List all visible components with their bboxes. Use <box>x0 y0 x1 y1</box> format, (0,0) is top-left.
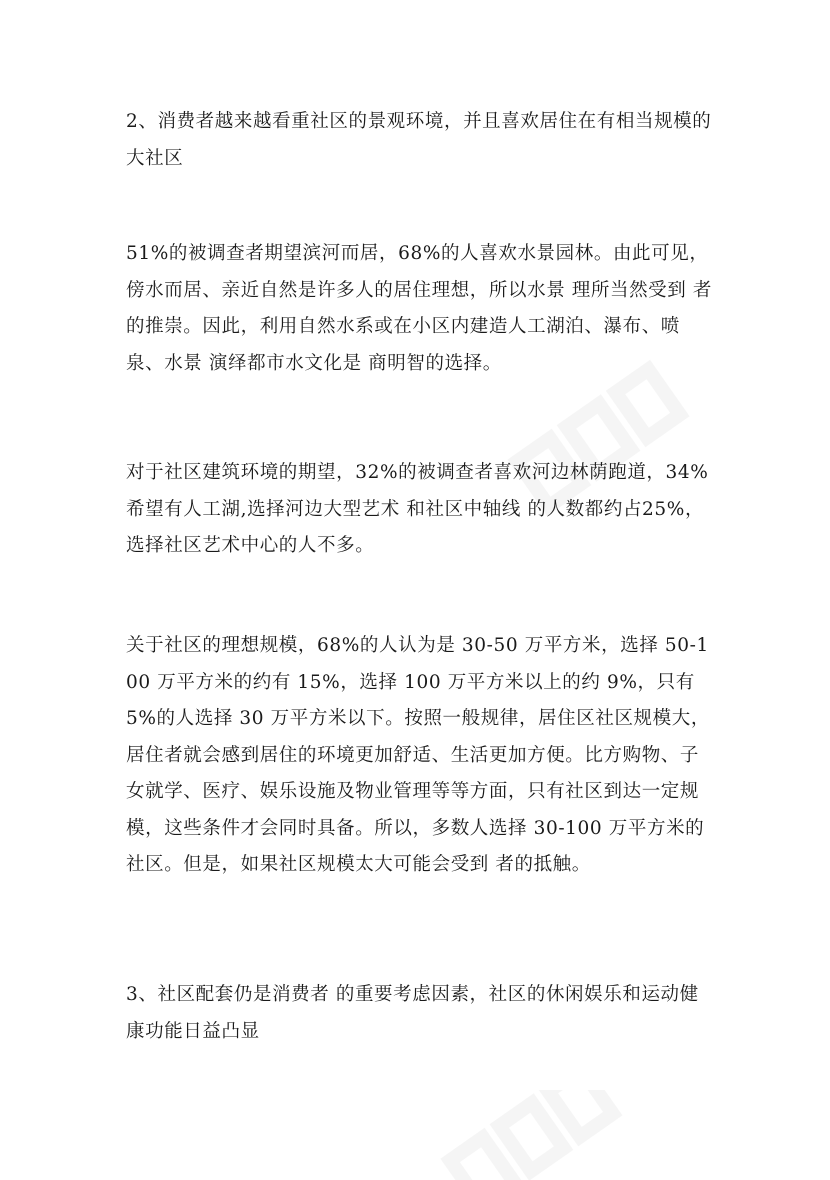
section-heading-landscape: 2、消费者越来越看重社区的景观环境，并且喜欢居住在有相当规模的大社区 <box>126 111 712 169</box>
watermark-logo-icon <box>430 1090 630 1180</box>
section-heading-facilities: 3、社区配套仍是消费者 的重要考虑因素，社区的休闲娱乐和运动健康功能日益凸显 <box>126 984 699 1042</box>
paragraph-waterfront: 51%的被调查者期望滨河而居，68%的人喜欢水景园林。由此可见，傍水而居、亲近自然是许多人的居住理想，所以水景 理所当然受到 者的推崇。因此，利用自然水系或在小区内建造人工湖泊、瀑布、喷泉、水景 演绎都市水文化是 商明智的选择。 <box>126 243 712 374</box>
paragraph-environment-expectation: 对于社区建筑环境的期望，32%的被调查者喜欢河边林荫跑道，34%希望有人工湖,选择河边大型艺术 和社区中轴线 的人数都约占25%，选择社区艺术中心的人不多。 <box>126 462 709 556</box>
paragraph-community-scale: 关于社区的理想规模，68%的人认为是 30-50 万平方米，选择 50-100 万平方米的约有 15%，选择 100 万平方米以上的约 9%，只有 5%的人选择 30 万平方米以下。按照一般规律，居住区社区规模大，居住者就会感到居住的环境更加舒适、生活更加方便。比方购物、子女就学、医疗、娱乐设施及物业管理等等方面，只有社区到达一定规模，这些条件才会同时具备。所以，多数人选择 30-100 万平方米的社区。但是，如果社区规模太大可能会受到 者的抵触。 <box>126 635 710 875</box>
